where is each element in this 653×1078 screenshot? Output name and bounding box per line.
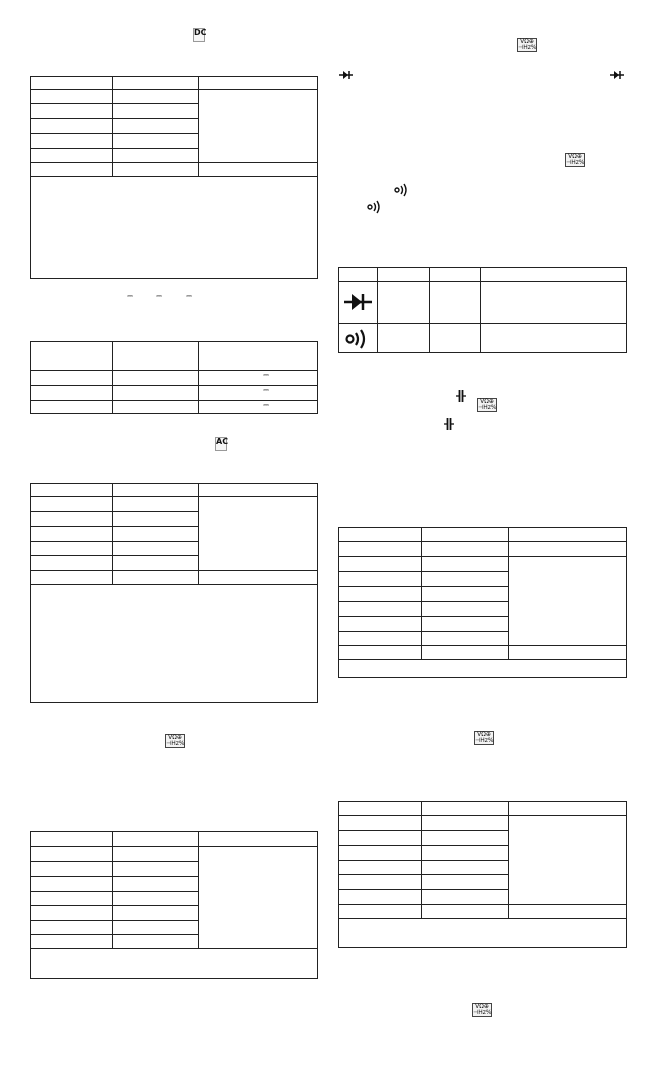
- function-mode-icon: VΩ⊕ ⊣Hz%: [473, 1003, 492, 1016]
- function-mode-icon: VΩ⊕ ⊣Hz%: [478, 398, 497, 411]
- dc-symbol-icon: ⎓: [186, 292, 192, 300]
- dc-symbol-icon: ⎓: [156, 292, 162, 300]
- function-mode-icon: VΩ⊕ ⊣Hz%: [475, 731, 494, 744]
- ac-mode-label: AC: [216, 437, 229, 446]
- function-mode-icon: VΩ⊕ ⊣Hz%: [566, 153, 585, 166]
- diode-icon: [339, 70, 353, 80]
- ac-voltage-table: [30, 483, 318, 703]
- dc-symbol-icon: ⎓: [263, 386, 269, 394]
- continuity-beeper-icon: [367, 200, 383, 214]
- capacitance-table: [338, 527, 627, 678]
- dc-symbol-icon: ⎓: [263, 401, 269, 409]
- function-mode-icon: VΩ⊕ ⊣Hz%: [518, 38, 537, 51]
- capacitor-icon: [456, 389, 466, 403]
- dc-mode-icon: [193, 28, 205, 42]
- dc-millivolt-table: [30, 341, 318, 414]
- dc-mode-label: DC: [194, 28, 207, 37]
- dc-symbol-icon: ⎓: [127, 292, 133, 300]
- diode-icon: [344, 292, 372, 312]
- continuity-beeper-icon: [345, 328, 371, 350]
- diode-continuity-table: [338, 267, 627, 353]
- continuity-beeper-icon: [394, 183, 410, 197]
- capacitor-icon: [444, 417, 454, 431]
- dc-symbol-icon: ⎓: [263, 371, 269, 379]
- ac-mode-icon: [215, 437, 227, 451]
- diode-icon: [610, 70, 624, 80]
- function-mode-icon: VΩ⊕ ⊣Hz%: [166, 734, 185, 747]
- dc-voltage-table: [30, 76, 318, 279]
